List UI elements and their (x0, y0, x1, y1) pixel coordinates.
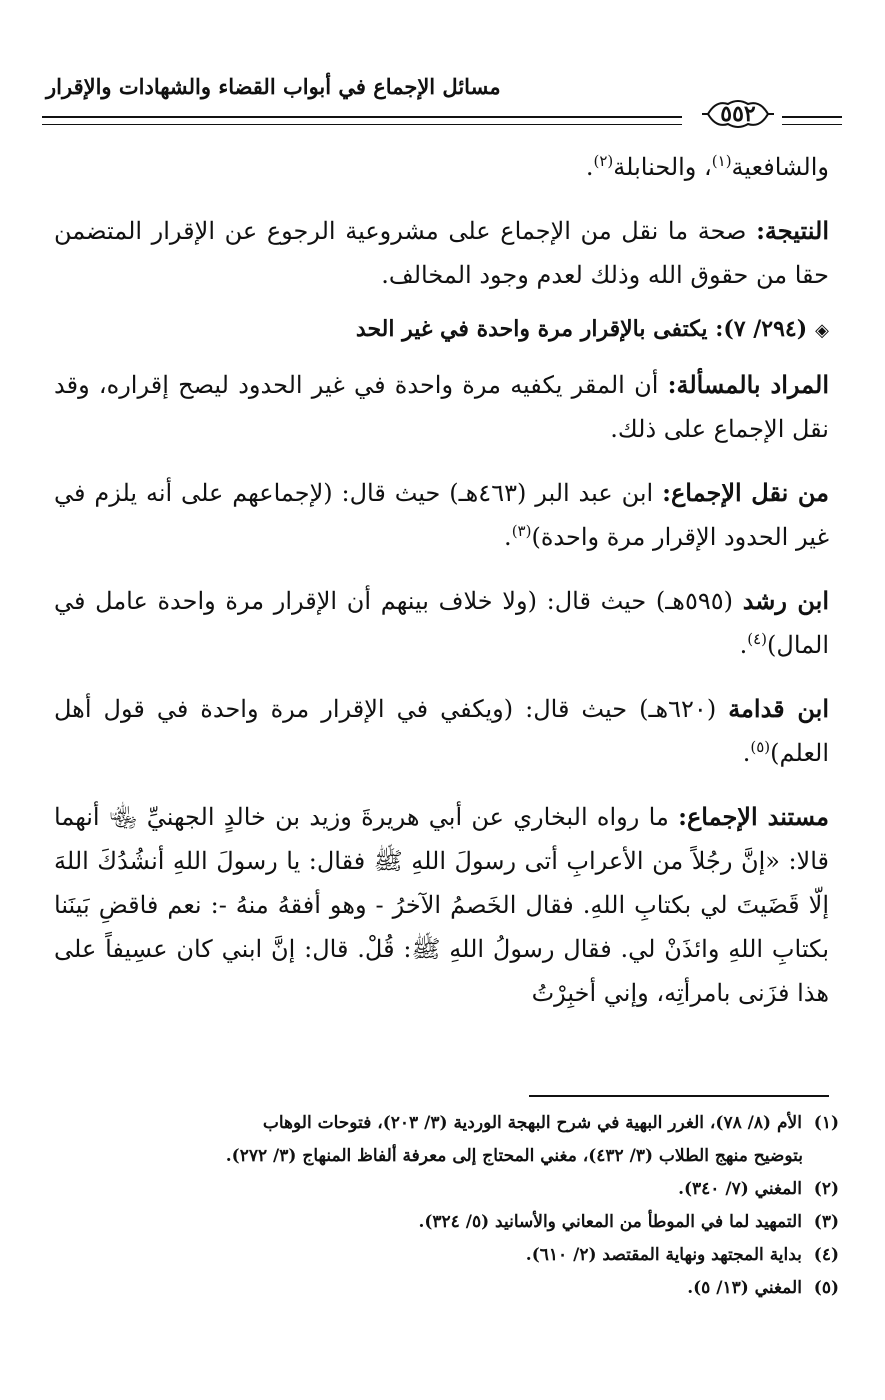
paragraph-meaning (54, 363, 829, 451)
paragraph-text: أن المقر يكفيه مرة واحدة في غير الحدود ليصح إقراره، وقد نقل الإجماع على ذلك. (54, 371, 829, 443)
footnote-item (49, 1206, 839, 1239)
term-label: النتيجة: (756, 216, 829, 245)
footnote-number: (٤) (813, 1245, 839, 1265)
term-label: من نقل الإجماع: (662, 478, 830, 507)
footnote-number: (٥) (813, 1278, 839, 1298)
main-text (54, 145, 829, 1015)
footnote-item (49, 1107, 839, 1140)
footnotes (49, 1107, 839, 1305)
footnote-text: بتوضيح منهج الطلاب (٣/ ٤٣٢)، مغني المحتاج إلى معرفة ألفاظ المنهاج (٣/ ٢٧٢). (225, 1146, 803, 1166)
text-run: . (742, 739, 751, 767)
paragraph-text: صحة ما نقل من الإجماع على مشروعية الرجوع عن الإقرار المتضمن حقا من حقوق الله وذلك لعدم وجود المخالف. (54, 217, 829, 289)
footnote-item-continuation (49, 1140, 839, 1173)
term-label: مستند الإجماع: (678, 802, 829, 831)
footnote-item (49, 1239, 839, 1272)
text-run: . (739, 631, 748, 659)
paragraph-text: (٦٢٠هـ) حيث قال: (ويكفي في الإقرار مرة واحدة في قول أهل العلم) (54, 695, 829, 767)
text-run: . (585, 153, 594, 181)
paragraph-text: ابن عبد البر (٤٦٣هـ) حيث قال: (لإجماعهم على أنه يلزم في غير الحدود الإقرار مرة واحدة) (54, 479, 829, 551)
footnote-text: الأم (٨/ ٧٨)، الغرر البهية في شرح البهجة الوردية (٣/ ٢٠٣)، فتوحات الوهاب (262, 1113, 802, 1133)
footnote-number: (٣) (813, 1212, 839, 1232)
paragraph-basis (54, 795, 829, 1015)
term-label: ابن رشد (742, 586, 829, 615)
footnote-ref[interactable]: (١) (711, 152, 732, 170)
footnote-ref[interactable]: (٤) (747, 630, 768, 648)
paragraph-ibn-rushd (54, 579, 829, 667)
footnote-number: (٢) (813, 1179, 839, 1199)
footnote-ref[interactable]: (٣) (511, 522, 532, 540)
text-run: . (504, 523, 512, 551)
running-header (42, 72, 842, 132)
term-label: المراد بالمسألة: (667, 370, 830, 399)
footnote-item (49, 1272, 839, 1305)
footnote-separator (529, 1095, 829, 1097)
header-rule-right (782, 116, 842, 125)
paragraph-text: (٥٩٥هـ) حيث قال: (ولا خلاف بينهم أن الإقرار مرة واحدة عامل في المال) (54, 587, 829, 659)
footnote-item (49, 1173, 839, 1206)
footnote-text: التمهيد لما في الموطأ من المعاني والأسانيد (٥/ ٣٢٤). (418, 1212, 802, 1232)
footnote-text: المغني (١٣/ ٥). (687, 1278, 802, 1298)
term-label: ابن قدامة (728, 694, 829, 723)
issue-heading (54, 309, 829, 351)
issue-heading-text: (٢٩٤/ ٧): يكتفى بالإقرار مرة واحدة في غير الحد (355, 316, 808, 342)
paragraph-text: ما رواه البخاري عن أبي هريرةَ وزيد بن خالدٍ الجهنيِّ ﵄ أنهما قالا: «إنَّ رجُلاً من الأعرابِ أتى رسولَ اللهِ ﷺ فقال: يا رسولَ اللهِ أنشُدُكَ اللهَ إلّا قَضَيتَ لي بكتابِ اللهِ. فقال الخَصمُ الآخرُ - وهو أفقهُ منهُ -: نعم فاقضِ بَينَنا بكتابِ اللهِ وائذَنْ لي. فقال رسولُ اللهِ ﷺ: قُلْ. قال: إنَّ ابني كان عسِيفاً على هذا فزَنى بامرأتِه، وإني أخبِرْتُ (54, 803, 829, 1007)
header-title: مسائل الإجماع في أبواب القضاء والشهادات والإقرار (46, 74, 501, 99)
paragraph-transmitters (54, 471, 829, 559)
page-number: ٥٥٢ (720, 101, 756, 127)
header-rule-left (42, 116, 682, 125)
footnote-ref[interactable]: (٢) (593, 152, 614, 170)
footnote-number: (١) (813, 1113, 839, 1133)
page-number-ornament (702, 94, 774, 134)
paragraph-continuation (54, 145, 829, 189)
text-run: والشافعية (731, 153, 829, 181)
footnote-text: المغني (٧/ ٣٤٠). (678, 1179, 802, 1199)
paragraph-ibn-qudama (54, 687, 829, 775)
paragraph-result (54, 209, 829, 297)
footnote-text: بداية المجتهد ونهاية المقتصد (٢/ ٦١٠). (525, 1245, 802, 1265)
text-run: ، والحنابلة (613, 153, 712, 181)
diamond-bullet-icon: ◈ (815, 320, 829, 341)
footnote-ref[interactable]: (٥) (750, 738, 771, 756)
